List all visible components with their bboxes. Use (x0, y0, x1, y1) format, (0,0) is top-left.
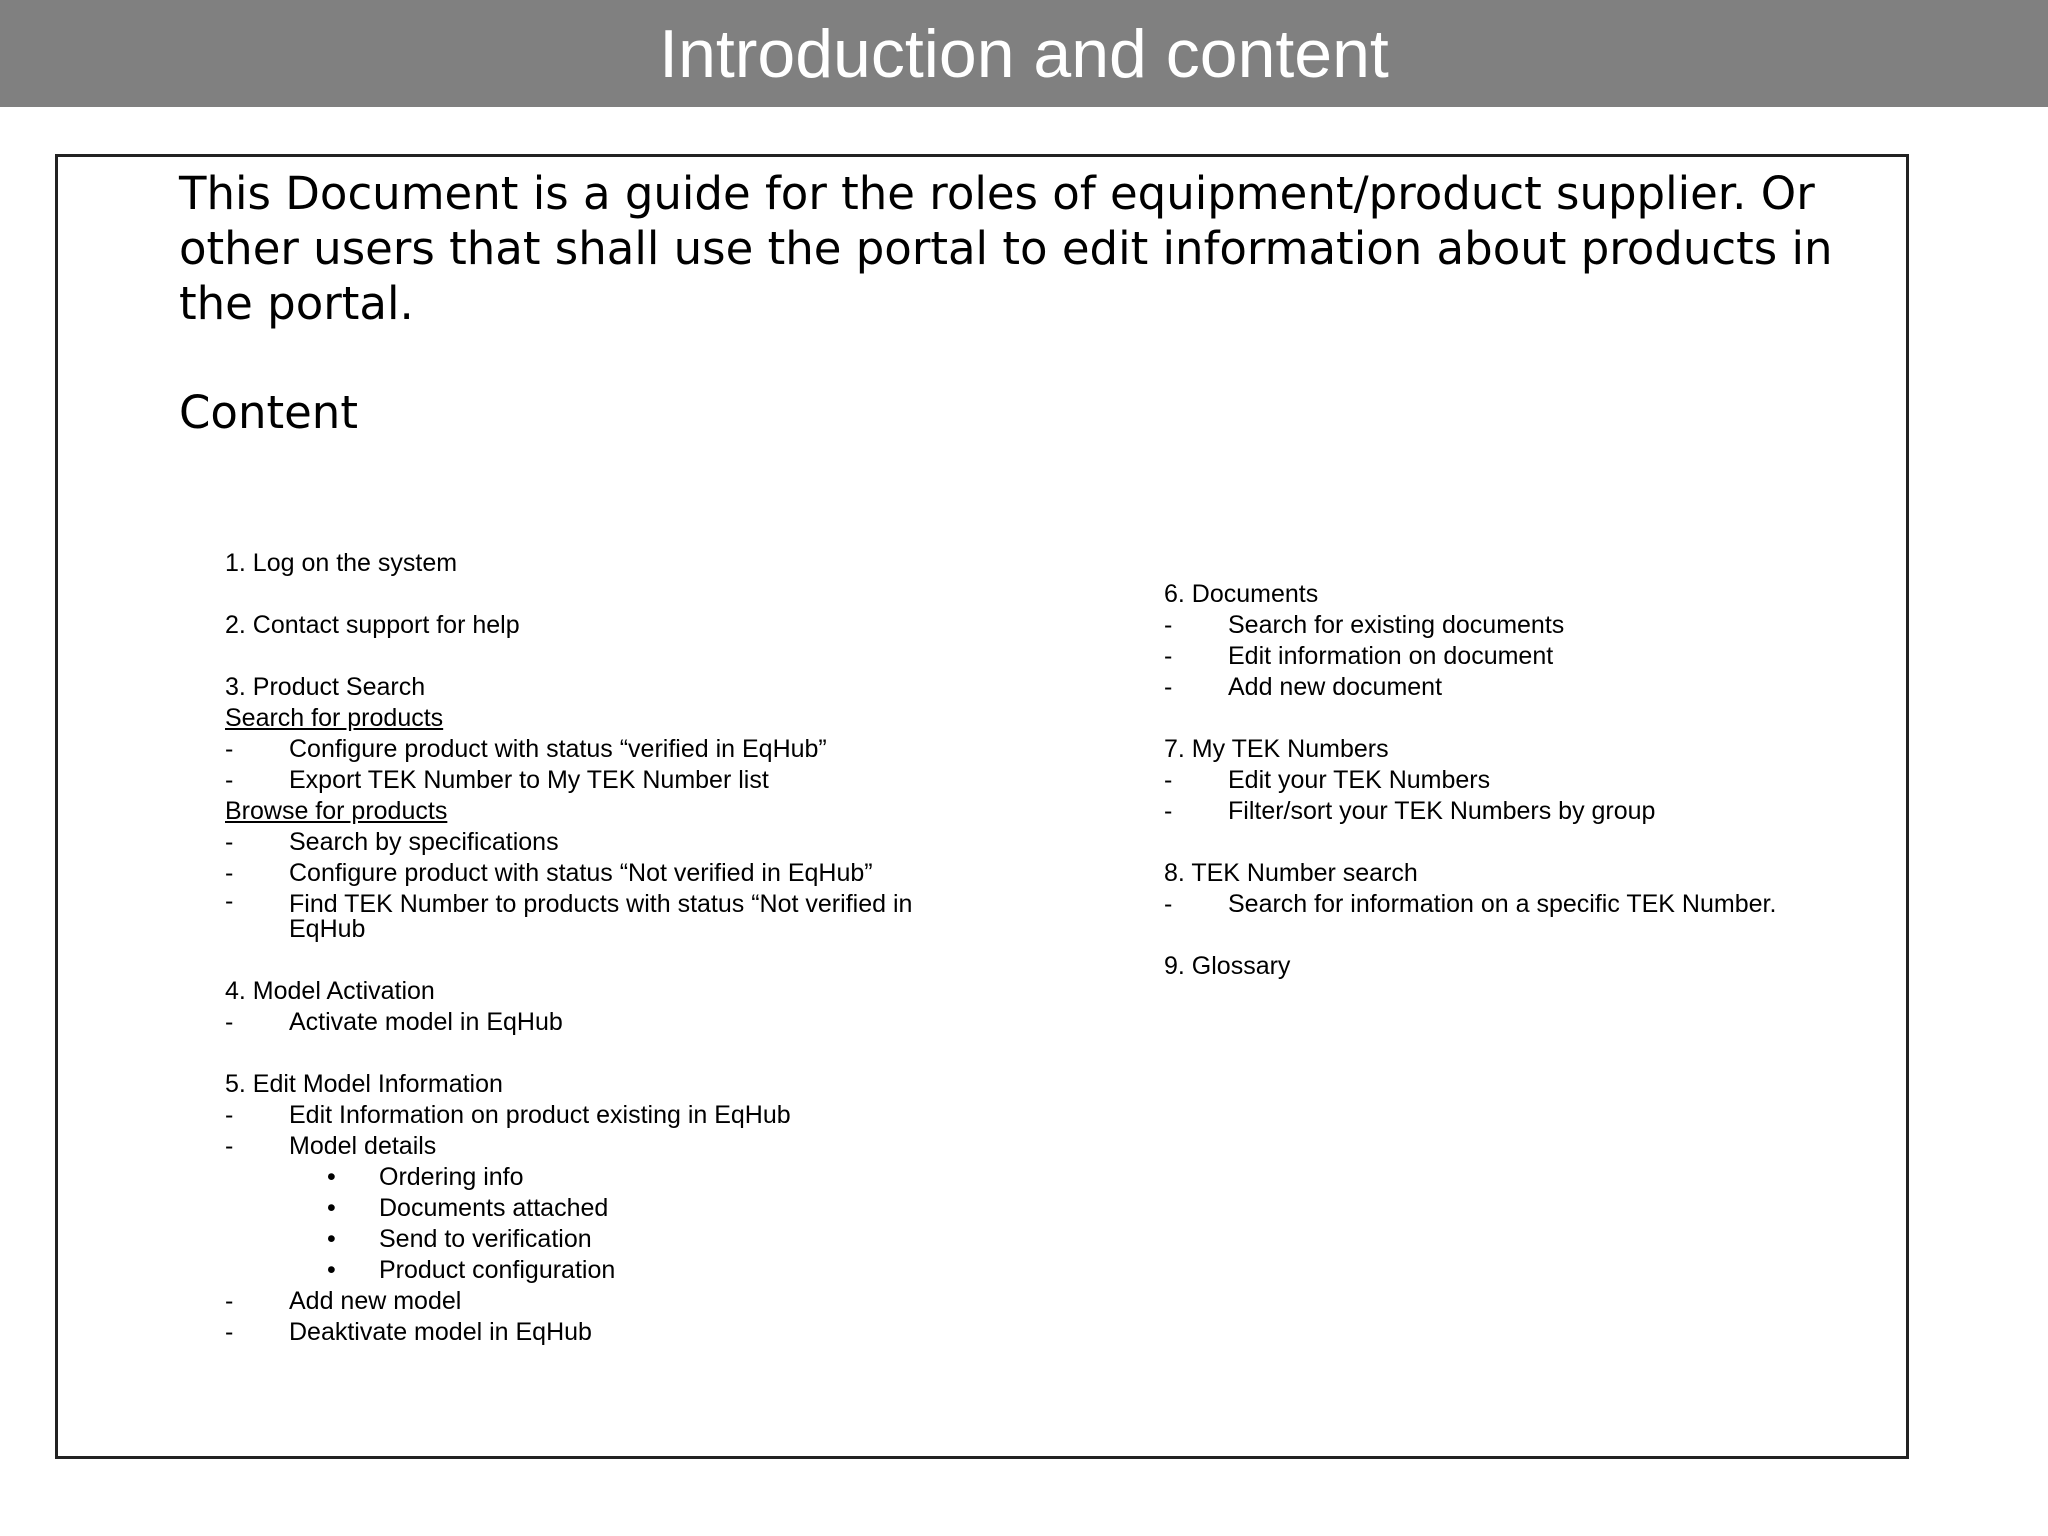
toc-item-label: Deaktivate model in EqHub (289, 1318, 592, 1346)
toc-section-3-title: 3. Product Search (225, 673, 426, 701)
toc-section-6-title: 6. Documents (1164, 580, 1319, 608)
toc-bullet-label: Product configuration (379, 1256, 616, 1284)
toc-item (225, 858, 1005, 889)
toc-bullet-label: Documents attached (379, 1194, 609, 1222)
toc-item (225, 1317, 1005, 1348)
toc-item-label: Configure product with status “verified in EqHub” (289, 735, 827, 763)
toc-section-5-title: 5. Edit Model Information (225, 1070, 503, 1098)
toc-item-label: Search by specifications (289, 828, 559, 856)
toc-left-column (225, 548, 1005, 1348)
toc-item (225, 827, 1005, 858)
toc-item-label: Activate model in EqHub (289, 1008, 563, 1036)
toc-section-9-title: 9. Glossary (1164, 952, 1291, 980)
dash-marker: - (225, 735, 234, 763)
toc-bullet-item (225, 1255, 1005, 1286)
toc-item-label: Configure product with status “Not verified in EqHub” (289, 859, 873, 887)
toc-item (225, 1007, 1005, 1038)
toc-item (1164, 641, 1984, 672)
toc-item (1164, 889, 1984, 920)
dash-marker: - (1164, 766, 1173, 794)
toc-bullet-item (225, 1193, 1005, 1224)
slide-title: Introduction and content (659, 15, 1389, 92)
toc-item (225, 734, 1005, 765)
toc-item-label: Edit your TEK Numbers (1228, 766, 1491, 794)
toc-item (1164, 610, 1984, 641)
dash-marker: - (1164, 673, 1173, 701)
toc-item-label: Edit Information on product existing in EqHub (289, 1101, 791, 1129)
bullet-marker: • (327, 1225, 336, 1253)
dash-marker: - (1164, 797, 1173, 825)
toc-item-label: Filter/sort your TEK Numbers by group (1228, 797, 1656, 825)
dash-marker: - (1164, 611, 1173, 639)
toc-item (1164, 765, 1984, 796)
dash-marker: - (225, 1008, 234, 1036)
toc-item (225, 1286, 1005, 1317)
toc-section-1-title: 1. Log on the system (225, 549, 458, 577)
toc-item-label: Edit information on document (1228, 642, 1554, 670)
dash-marker: - (225, 828, 234, 856)
title-bar (0, 0, 2048, 107)
toc-bullet-label: Send to verification (379, 1225, 592, 1253)
dash-marker: - (225, 1132, 234, 1160)
dash-marker: - (225, 766, 234, 794)
bullet-marker: • (327, 1256, 336, 1284)
bullet-marker: • (327, 1194, 336, 1222)
toc-item (225, 765, 1005, 796)
dash-marker: - (225, 1101, 234, 1129)
toc-item (1164, 672, 1984, 703)
toc-section-7-title: 7. My TEK Numbers (1164, 735, 1389, 763)
dash-marker: - (225, 887, 234, 915)
toc-bullet-label: Ordering info (379, 1163, 524, 1191)
toc-bullet-item (225, 1224, 1005, 1255)
toc-item-label: Add new model (289, 1287, 462, 1315)
toc-subheading-browse-for-products: Browse for products (225, 797, 448, 825)
toc-item-label: Search for information on a specific TEK Number. (1228, 890, 1777, 918)
toc-item-label: Search for existing documents (1228, 611, 1565, 639)
toc-item-label: Export TEK Number to My TEK Number list (289, 766, 769, 794)
dash-marker: - (225, 1287, 234, 1315)
toc-item (1164, 796, 1984, 827)
dash-marker: - (1164, 890, 1173, 918)
toc-item (225, 1131, 1005, 1162)
toc-item-label: Add new document (1228, 673, 1443, 701)
intro-paragraph: This Document is a guide for the roles of equipment/product supplier. Or other users that shall use the portal to edit information about products in the portal. (179, 167, 1833, 330)
toc-right-column (1164, 579, 1984, 982)
toc-section-2-title: 2. Contact support for help (225, 611, 520, 639)
content-heading: Content (179, 386, 358, 439)
toc-section-4-title: 4. Model Activation (225, 977, 435, 1005)
dash-marker: - (225, 859, 234, 887)
bullet-marker: • (327, 1163, 336, 1191)
toc-item (225, 889, 949, 945)
dash-marker: - (1164, 642, 1173, 670)
toc-subheading-search-for-products: Search for products (225, 704, 444, 732)
toc-bullet-item (225, 1162, 1005, 1193)
dash-marker: - (225, 1318, 234, 1346)
toc-item-label: Model details (289, 1132, 437, 1160)
toc-item (225, 1100, 1005, 1131)
toc-item-label: Find TEK Number to products with status “Not verified in EqHub (289, 890, 913, 943)
toc-section-8-title: 8. TEK Number search (1164, 859, 1418, 887)
